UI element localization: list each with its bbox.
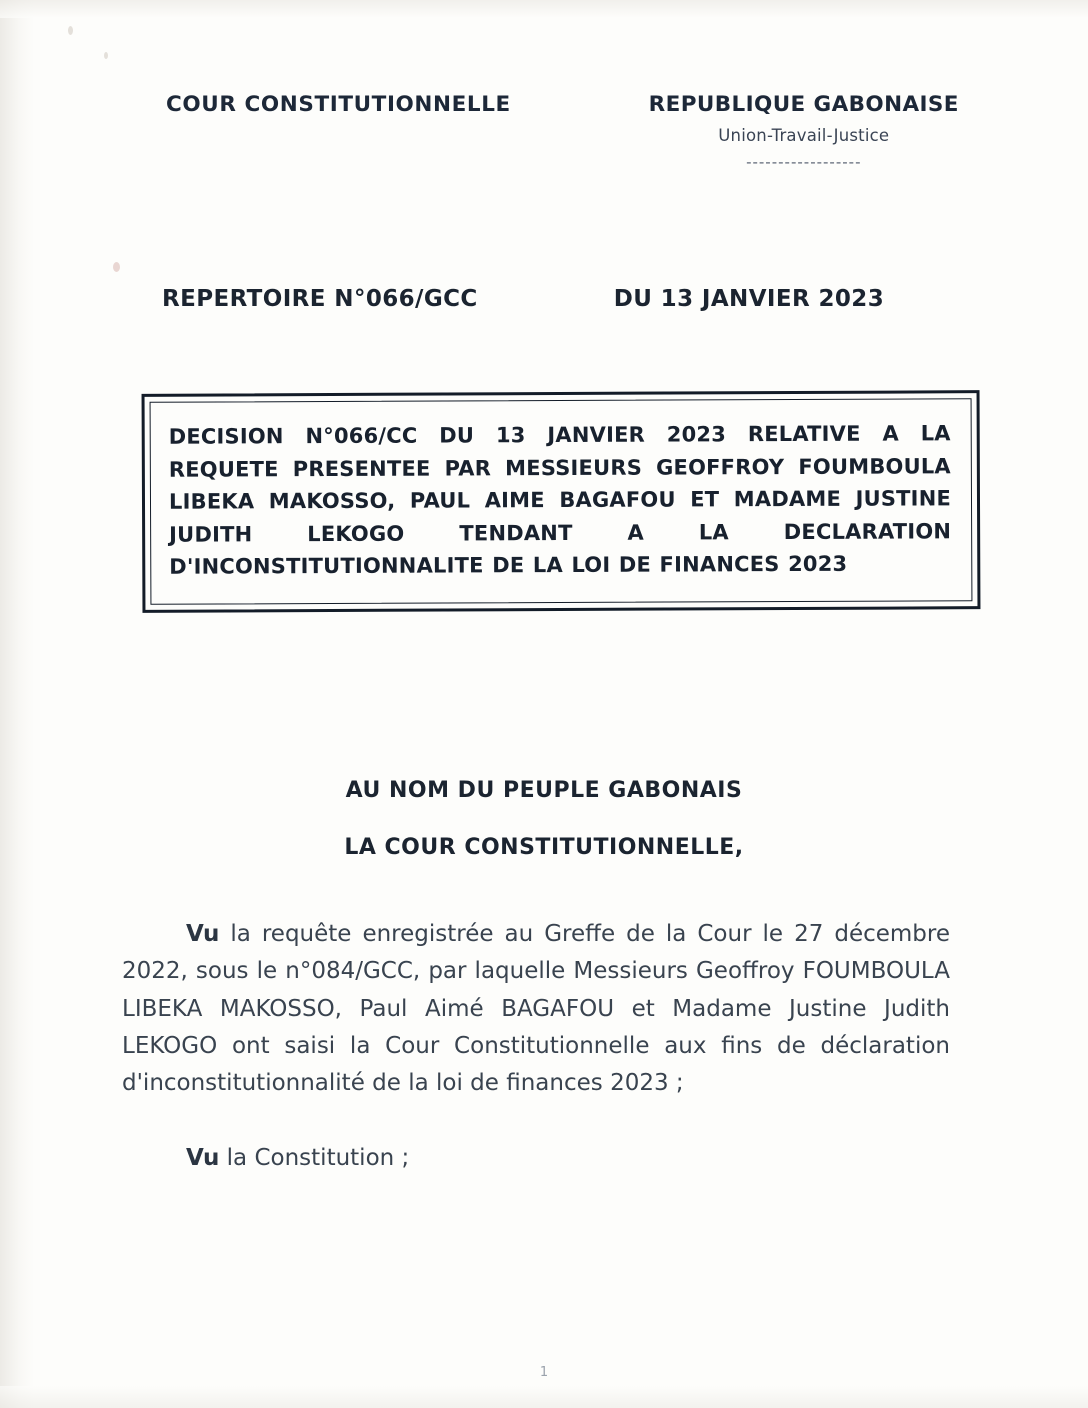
paragraph-vu-constitution: [122, 1140, 950, 1177]
invocation-people: AU NOM DU PEUPLE GABONAIS: [345, 778, 743, 803]
document-body: [122, 916, 950, 1216]
paragraph-vu-constitution-text: la Constitution ;: [219, 1145, 410, 1172]
paragraph-lead-vu-2: Vu: [186, 1145, 220, 1172]
paragraph-vu-requete-text: la requête enregistrée au Greffe de la Cour le 27 décembre 2022, sous le n°084/GCC, par laquelle Messieurs Geoffroy FOUMBOULA LIBEKA MAKOSSO, Paul Aimé BAGAFOU et Madame Justine Judith LEKOGO ont saisi la Cour Constitutionnelle aux fins de déclaration d'inconstitutionnalité de la loi de finances 2023 ;: [122, 921, 950, 1096]
court-name: COUR CONSTITUTIONNELLE: [166, 92, 511, 117]
paragraph-lead-vu: Vu: [186, 921, 220, 947]
republic-name: REPUBLIQUE GABONAISE: [648, 92, 959, 117]
page-number: 1: [539, 1365, 549, 1380]
decision-date: DU 13 JANVIER 2023: [613, 286, 885, 312]
paragraph-vu-requete: [122, 916, 950, 1102]
decision-title-box-inner: [150, 398, 973, 604]
motto-divider: ------------------: [746, 153, 862, 171]
republic-block: [639, 92, 969, 171]
invocation-block: [0, 778, 1088, 860]
repertoire-number: REPERTOIRE N°066/GCC: [162, 286, 478, 312]
decision-title-box: [142, 390, 981, 612]
document-header: [0, 92, 1088, 171]
invocation-court: LA COUR CONSTITUTIONNELLE,: [344, 835, 744, 860]
reference-row: [0, 286, 1088, 312]
national-motto: Union-Travail-Justice: [718, 126, 890, 145]
decision-title-text: DECISION N°066/CC DU 13 JANVIER 2023 RELATIVE A LA REQUETE PRESENTEE PAR MESSIEURS GEOFFROY FOUMBOULA LIBEKA MAKOSSO, PAUL AIME BAGAFOU ET MADAME JUSTINE JUDITH LEKOGO TENDANT A LA DECLARATION D'INCONSTITUTIONNALITE DE LA LOI DE FINANCES 2023: [168, 421, 952, 579]
